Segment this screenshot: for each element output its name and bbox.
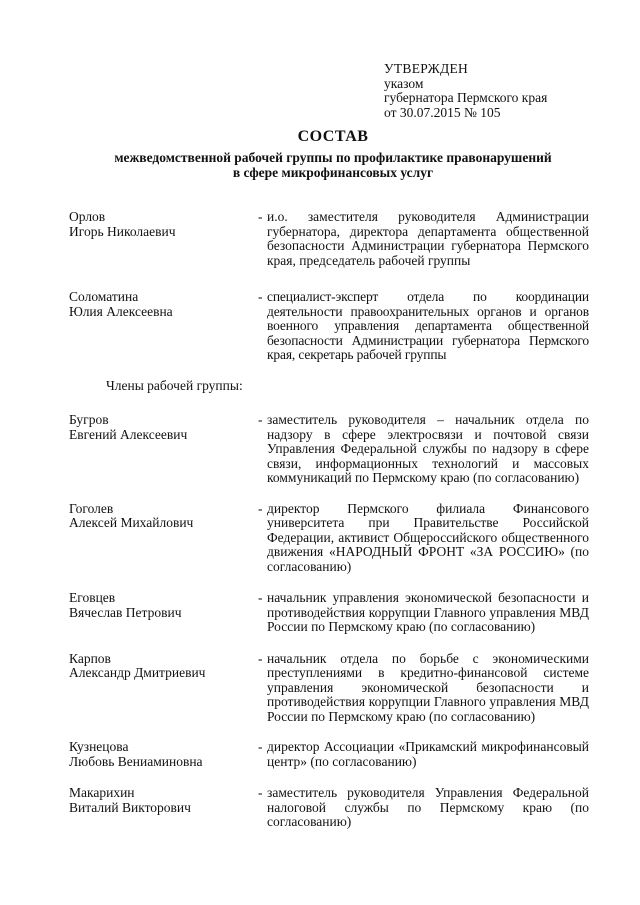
document-subtitle-line-1: межведомственной рабочей группы по профилактике правонарушений	[114, 150, 552, 165]
member-surname: Орлов	[69, 209, 106, 224]
member-row-chairman	[69, 210, 589, 268]
member-given-names: Вячеслав Петрович	[69, 604, 182, 620]
approval-decree-label: указом	[384, 75, 424, 91]
member-surname: Гоголев	[69, 500, 114, 516]
member-surname: Бугров	[69, 412, 109, 427]
member-name	[69, 210, 258, 239]
approval-block	[384, 62, 547, 120]
member-role: специалист-эксперт отдела по координации деятельности правоохранительных органов и органов военного управления департамента общественной безопасности Администрации губернатора Пермского края, секретарь рабочей группы	[267, 289, 589, 362]
member-given-names: Алексей Михайлович	[69, 515, 194, 530]
member-row-secretary	[69, 290, 589, 363]
member-row	[69, 502, 589, 575]
member-name	[69, 290, 258, 319]
dash-separator: -	[258, 785, 263, 800]
member-given-names: Юлия Алексеевна	[69, 303, 173, 319]
dash-separator: -	[258, 209, 263, 224]
member-role: директор Пермского филиала Финансового университета при Правительстве Российской Федерации, активист Общероссийского общественного движения «НАРОДНЫЙ ФРОНТ «ЗА РОССИЮ» (по согласованию)	[267, 500, 589, 574]
member-name	[69, 740, 258, 769]
member-name	[69, 786, 258, 815]
document-title-block	[60, 128, 606, 180]
member-name	[69, 591, 258, 620]
member-row	[69, 740, 589, 769]
member-surname: Карпов	[69, 650, 111, 666]
approval-date-number: от 30.07.2015 № 105	[384, 104, 501, 120]
member-row	[69, 786, 589, 830]
member-given-names: Игорь Николаевич	[69, 223, 176, 239]
member-name	[69, 652, 258, 681]
member-row	[69, 413, 589, 486]
member-name	[69, 413, 258, 442]
member-given-names: Евгений Алексеевич	[69, 426, 188, 442]
member-role: заместитель руководителя Управления Федеральной налоговой службы по Пермскому краю (по согласованию)	[267, 785, 589, 829]
members-heading: Члены рабочей группы:	[106, 377, 243, 393]
approval-status: УТВЕРЖДЕН	[384, 61, 469, 76]
member-name	[69, 502, 258, 531]
document-title: СОСТАВ	[297, 128, 369, 145]
approval-authority: губернатора Пермского края	[384, 90, 548, 105]
member-given-names: Виталий Викторович	[69, 799, 191, 815]
member-role: директор Ассоциации «Прикамский микрофинансовый центр» (по согласованию)	[267, 739, 589, 769]
dash-separator: -	[258, 739, 263, 754]
dash-separator: -	[258, 650, 263, 666]
document-subtitle-line-2: в сфере микрофинансовых услуг	[232, 164, 434, 180]
composition-list	[69, 210, 589, 830]
member-role: и.о. заместителя руководителя Администрации губернатора, директора департамента общественной безопасности Администрации губернатора Пермского края, председатель рабочей группы	[267, 209, 589, 268]
member-row	[69, 591, 589, 635]
member-surname: Еговцев	[69, 590, 116, 605]
dash-separator: -	[258, 412, 263, 427]
member-given-names: Любовь Вениаминовна	[69, 753, 203, 769]
member-given-names: Александр Дмитриевич	[69, 665, 206, 680]
dash-separator: -	[258, 500, 263, 516]
member-surname: Макарихин	[69, 785, 135, 800]
member-role: начальник отдела по борьбе с экономическими преступлениями в кредитно-финансовой системе управления экономической безопасности и противодействия коррупции Главного управления МВД России по Пермскому краю (по согласованию)	[267, 650, 589, 724]
member-surname: Кузнецова	[69, 739, 129, 754]
dash-separator: -	[258, 590, 263, 605]
member-role: заместитель руководителя – начальник отдела по надзору в сфере электросвязи и почтовой связи Управления Федеральной службы по надзору в сфере связи, информационных технологий и массовых коммуникаций по Пермскому краю (по согласованию)	[267, 412, 589, 485]
member-row	[69, 652, 589, 725]
dash-separator: -	[258, 289, 263, 304]
member-surname: Соломатина	[69, 289, 139, 304]
member-role: начальник управления экономической безопасности и противодействия коррупции Главного управления МВД России по Пермскому краю (по согласованию)	[267, 590, 589, 634]
